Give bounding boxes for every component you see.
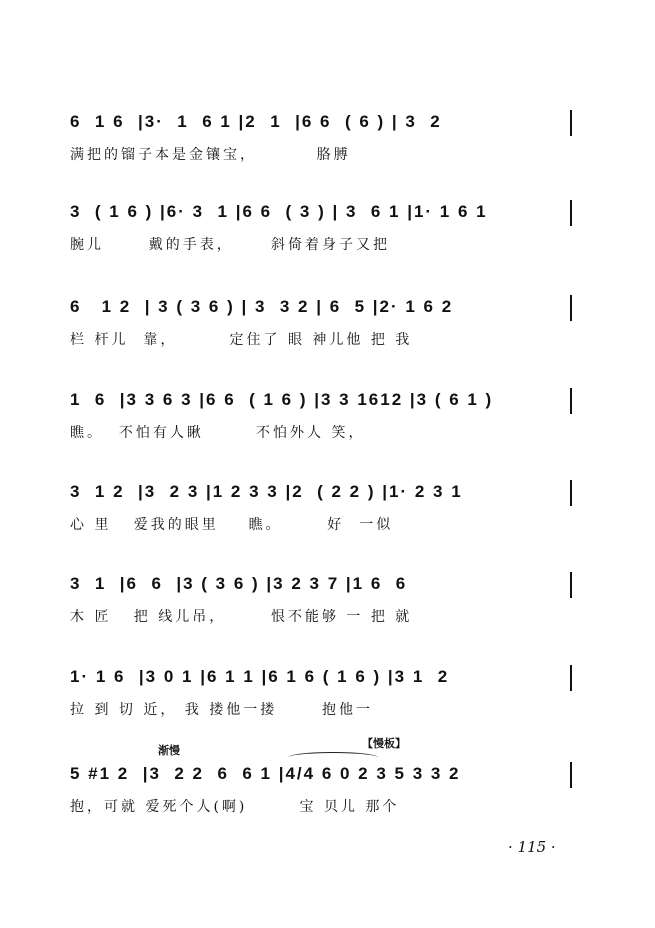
system-1 (0, 110, 655, 180)
lyrics-line: 瞧。 不怕有人瞅 不怕外人 笑， (70, 425, 366, 441)
lyrics-line: 栏 杆儿 靠， 定住了 眼 神儿他 把 我 (70, 332, 413, 348)
lyrics-line: 满把的镏子本是金镶宝， 胳膊 (70, 147, 351, 163)
notation-line: 3 ( 1 6 ) |6· 3 1 |6 6 ( 3 ) | 3 6 1 |1· 1 6 1 (70, 202, 488, 221)
system-4 (0, 388, 655, 458)
lyrics-line: 抱，可就 爱死个人(啊) 宝 贝儿 那个 (70, 799, 400, 815)
notation-line: 3 1 2 |3 2 3 |1 2 3 3 |2 ( 2 2 ) |1· 2 3 1 (70, 482, 463, 501)
notation-line: 1 6 |3 3 6 3 |6 6 ( 1 6 ) |3 3 1612 |3 ( 6 1 ) (70, 390, 494, 409)
slur (288, 752, 378, 763)
barline (570, 110, 572, 136)
notation-line: 3 1 |6 6 |3 ( 3 6 ) |3 2 3 7 |1 6 6 (70, 574, 408, 593)
lyrics-line: 木 匠 把 线儿吊， 恨不能够 一 把 就 (70, 609, 413, 625)
system-6 (0, 572, 655, 642)
page-number: · 115 · (508, 838, 556, 856)
barline (570, 572, 572, 598)
tempo-marking-jianman: 渐慢 (158, 744, 180, 757)
lyrics-line: 腕儿 戴的手表， 斜倚着身子又把 (70, 237, 390, 253)
lyrics-line: 心 里 爱我的眼里 瞧。 好 一似 (70, 517, 394, 533)
system-7 (0, 665, 655, 735)
lyrics-line: 拉 到 切 近， 我 搂他一搂 抱他一 (70, 702, 373, 718)
notation-line: 6 1 2 | 3 ( 3 6 ) | 3 3 2 | 6 5 |2· 1 6 2 (70, 297, 454, 316)
barline (570, 200, 572, 226)
barline (570, 665, 572, 691)
barline (570, 762, 572, 788)
notation-line: 5 #1 2 |3 2 2 6 6 1 |4/4 6 0 2 3 5 3 3 2 (70, 764, 461, 783)
system-3 (0, 295, 655, 365)
system-8 (0, 762, 655, 832)
system-2 (0, 200, 655, 270)
notation-line: 6 1 6 |3· 1 6 1 |2 1 |6 6 ( 6 ) | 3 2 (70, 112, 442, 131)
notation-line: 1· 1 6 |3 0 1 |6 1 1 |6 1 6 ( 1 6 ) |3 1 2 (70, 667, 450, 686)
barline (570, 480, 572, 506)
system-5 (0, 480, 655, 550)
barline (570, 295, 572, 321)
tempo-marking-manban: 【慢板】 (362, 737, 406, 750)
barline (570, 388, 572, 414)
